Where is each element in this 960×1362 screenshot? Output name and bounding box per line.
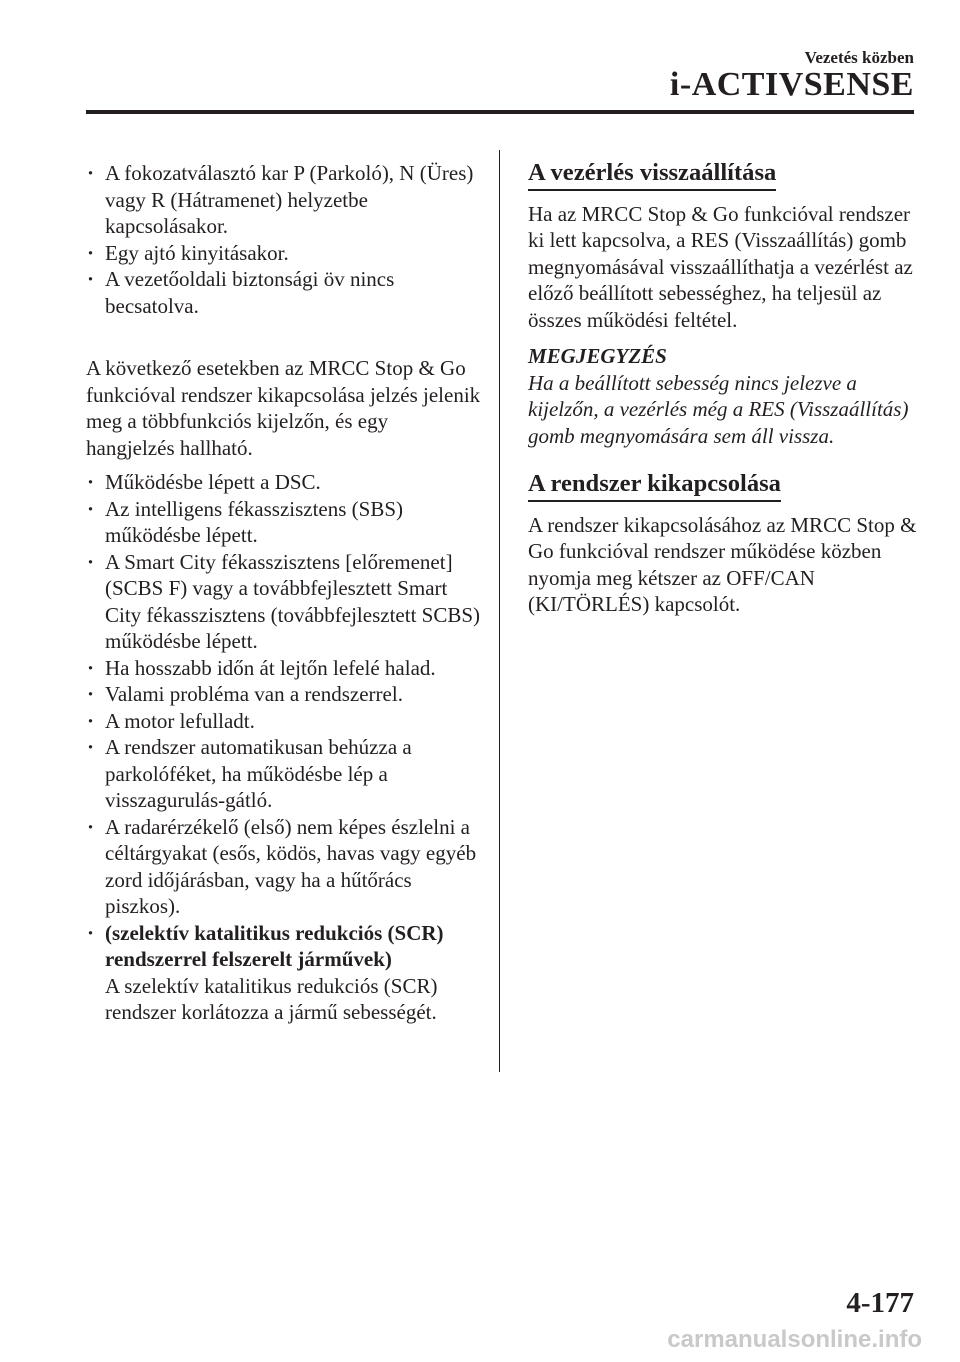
right-column — [528, 160, 923, 618]
list-item: · Működésbe lépett a DSC. — [86, 469, 481, 496]
list-item: · A fokozatválasztó kar P (Parkoló), N (Üres) vagy R (Hátramenet) helyzetbe kapcsolásakor. — [86, 160, 481, 240]
list-item: · Az intelligens fékasszisztens (SBS) működésbe lépett. — [86, 496, 481, 549]
list-item: · A rendszer automatikusan behúzza a parkolóféket, ha működésbe lép a visszagurulás-gátló. — [86, 734, 481, 814]
scr-bold-label: (szelektív katalitikus redukciós (SCR) rendszerrel felszerelt járművek) — [105, 920, 444, 971]
heading-turn-off: A rendszer kikapcsolása — [528, 471, 781, 502]
paragraph-resume: Ha az MRCC Stop & Go funkcióval rendszer ki lett kapcsolva, a RES (Visszaállítás) gomb megnyomásával visszaállíthatja a vezérlést az előző beállított sebességhez, ha teljesül az összes működési feltétel. — [528, 201, 913, 332]
column-divider — [499, 150, 500, 1072]
list-item: · A vezetőoldali biztonsági öv nincs becsatolva. — [86, 266, 481, 319]
list-item: · Valami probléma van a rendszerrel. — [86, 681, 481, 708]
paragraph-cancel-info: A következő esetekben az MRCC Stop & Go funkcióval rendszer kikapcsolása jelzés jelenik meg a többfunkciós kijelzőn, és egy hangjelzés hallható. — [86, 356, 481, 460]
scr-text: A szelektív katalitikus redukciós (SCR) rendszer korlátozza a jármű sebességét. — [105, 973, 438, 1024]
bullet-list-cancel-cases — [86, 469, 481, 1026]
list-item: · A Smart City fékasszisztens [előremenet] (SCBS F) vagy a továbbfejlesztett Smart City fékasszisztens (továbbfejlesztett SCBS) működésbe lépett. — [86, 549, 481, 655]
list-item: · Egy ajtó kinyitásakor. — [86, 240, 481, 267]
section-label: Vezetés közben — [804, 48, 914, 67]
list-item-scr — [86, 920, 481, 1026]
list-item: · A radarérzékelő (első) nem képes észlelni a céltárgyakat (esős, ködös, havas vagy egyéb zord időjárásban, vagy ha a hűtőrács piszkos). — [86, 814, 481, 920]
page-title: i-ACTIVSENSE — [669, 66, 914, 103]
paragraph-turn-off: A rendszer kikapcsolásához az MRCC Stop & Go funkcióval rendszer működése közben nyomja meg kétszer az OFF/CAN (KI/TÖRLÉS) kapcsolót. — [528, 512, 917, 616]
note-text: Ha a beállított sebesség nincs jelezve a kijelzőn, a vezérlés még a RES (Visszaállítás) gomb megnyomására sem áll vissza. — [528, 370, 909, 448]
bullet-list-conditions — [86, 160, 481, 319]
page-number: 4-177 — [846, 1287, 914, 1319]
note-box — [528, 343, 923, 449]
heading-resume: A vezérlés visszaállítása — [528, 160, 776, 191]
header-rule — [86, 110, 914, 114]
left-column — [86, 160, 481, 1026]
watermark: carmanualsonline.info — [667, 1326, 922, 1353]
list-item: · A motor lefulladt. — [86, 708, 481, 735]
list-item: · Ha hosszabb időn át lejtőn lefelé halad. — [86, 655, 481, 682]
note-title: MEGJEGYZÉS — [528, 344, 667, 368]
